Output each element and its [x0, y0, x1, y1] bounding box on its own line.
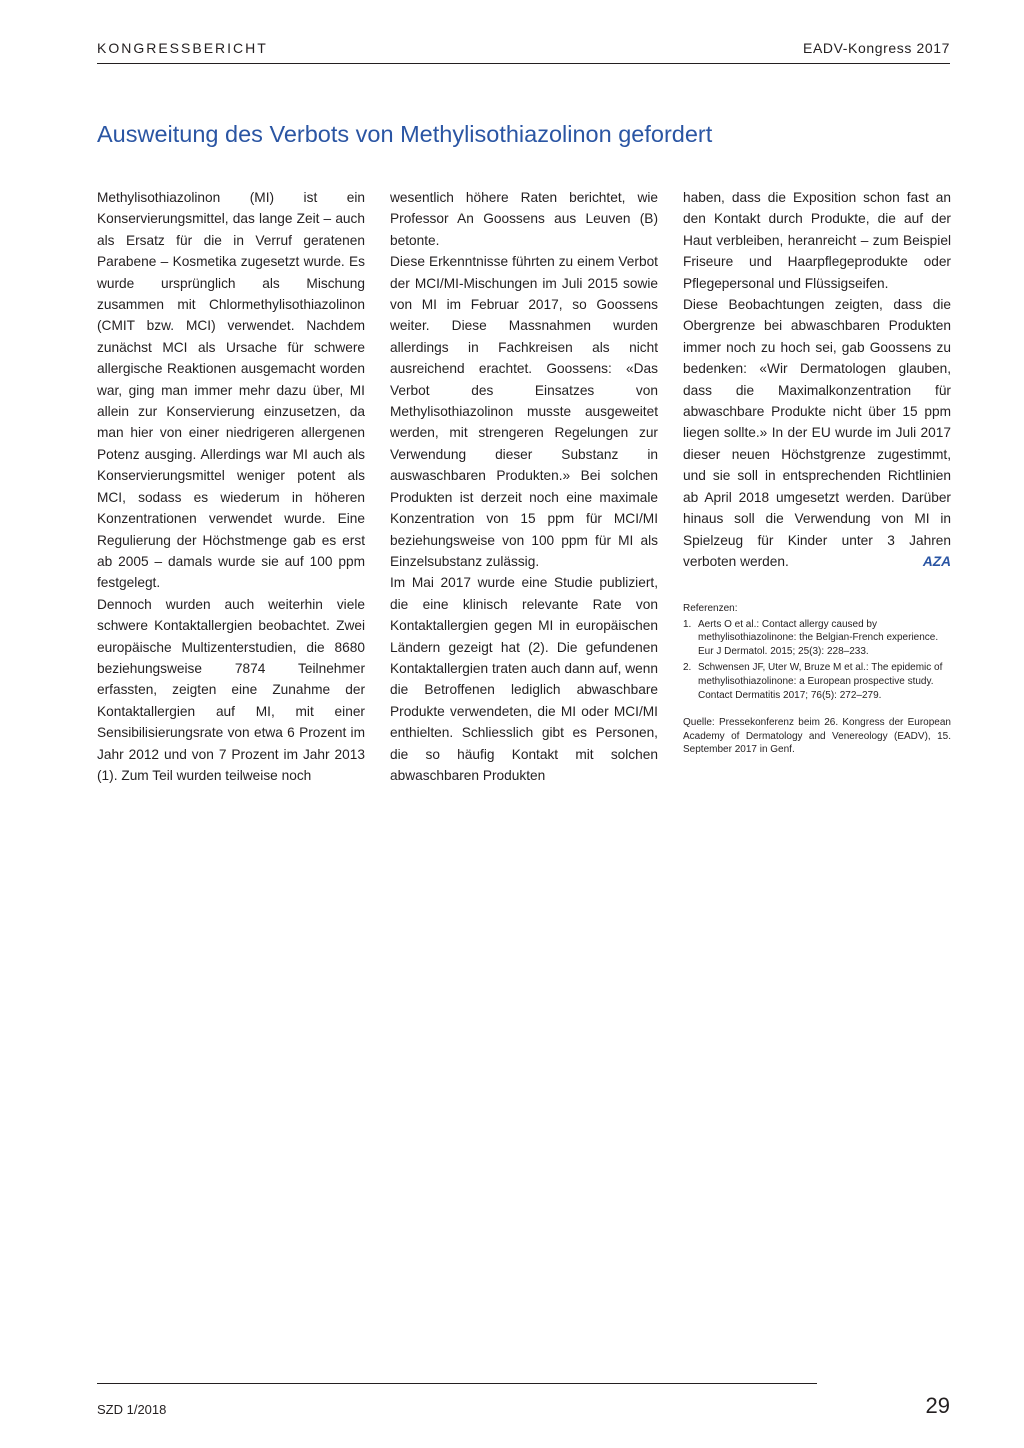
article-paragraph: Im Mai 2017 wurde eine Studie publiziert, die eine klinisch relevante Rate von Kontaktallergien gegen MI in europäischen Ländern gezeigt hat (2). Die gefundenen Kontaktallergien traten auch dann auf, wenn die Betroffenen lediglich abwaschbare Produkte verwendeten, die MI oder MCI/MI enthielten. Schliesslich gibt es Personen, die so häufig Kontakt mit solchen abwaschbaren Produkten	[390, 575, 658, 783]
source-note: Quelle: Pressekonferenz beim 26. Kongress der European Academy of Dermatology and Venereology (EADV), 15. September 2017 in Genf.	[683, 717, 951, 756]
reference-item	[683, 618, 951, 659]
footer-issue-label: SZD 1/2018	[97, 1402, 167, 1417]
author-signature: AZA	[922, 553, 951, 569]
article-paragraph-text: Diese Beobachtungen zeigten, dass die Obergrenze bei abwaschbaren Produkten immer noch zu hoch sei, gab Goossens zu bedenken: «Wir Dermatologen glauben, dass die Maximalkonzentration für abwaschbare Produkte nicht über 15 ppm liegen sollte.» In der EU wurde im Juli 2017 dieser neuen Höchstgrenze zugestimmt, und sie soll in entsprechenden Richtlinien ab April 2018 umgesetzt werden. Darüber hinaus soll die Verwendung von MI in Spielzeug für Kinder unter 3 Jahren verboten werden.	[683, 297, 951, 569]
references-block	[683, 602, 951, 767]
article-paragraph: Dennoch wurden auch weiterhin viele schwere Kontaktallergien beobachtet. Zwei europäische Multizenterstudien, die 8680 beziehungsweise 7874 Teilnehmer erfassten, zeigten eine Zunahme der Kontaktallergien auf MI, mit einer Sensibilisierungsrate von etwa 6 Prozent im Jahr 2012 und von 7 Prozent im Jahr 2013 (1). Zum Teil wurden teilweise noch	[97, 596, 365, 783]
references-heading: Referenzen:	[683, 603, 738, 614]
article-paragraph: Diese Erkenntnisse führten zu einem Verbot der MCI/MI-Mischungen im Juli 2015 sowie von MI im Februar 2017, so Goossens weiter. Diese Massnahmen wurden allerdings in Fachkreisen als nicht ausreichend erachtet. Goossens: «Das Verbot des Einsatzes von Methylisothiazolinon musste ausgeweitet werden, mit strengeren Regelungen zur Verwendung dieser Substanz in auswaschbaren Produkten.» Bei solchen Produkten ist derzeit noch eine maximale Konzentration von 15 ppm für MCI/MI beziehungsweise von 100 ppm für MI als Einzelsubstanz zulässig.	[390, 254, 658, 569]
reference-number: 2.	[683, 662, 692, 674]
footer-rule	[97, 1383, 817, 1384]
reference-text: Aerts O et al.: Contact allergy caused by methylisothiazolinone: the Belgian-French experience. Eur J Dermatol. 2015; 25(3): 228–233.	[698, 618, 939, 657]
reference-list	[683, 618, 951, 703]
page-number: 29	[925, 1393, 950, 1418]
article-column-2	[390, 187, 658, 786]
header-rule	[97, 63, 950, 64]
reference-text: Schwensen JF, Uter W, Bruze M et al.: The epidemic of methylisothiazolinone: a European prospective study. Contact Dermatitis 2017; 76(5): 272–279.	[698, 662, 943, 701]
article-column-1	[97, 187, 365, 786]
article-paragraph: wesentlich höhere Raten berichtet, wie Professor An Goossens aus Leuven (B) betonte.	[390, 190, 658, 248]
header-section-label: KONGRESSBERICHT	[97, 40, 268, 56]
reference-item	[683, 661, 951, 702]
article-paragraph-final	[683, 294, 951, 572]
article-column-3	[683, 187, 951, 572]
article-paragraph: Methylisothiazolinon (MI) ist ein Konservierungsmittel, das lange Zeit – auch als Ersatz für die in Verruf geratenen Parabene – Kosmetika zugesetzt wurde. Es wurde ursprünglich als Mischung zusammen mit Chlormethylisothiazolinon (CMIT bzw. MCI) verwendet. Nachdem zunächst MCI als Ursache für schwere allergische Reaktionen ausgemacht worden war, ging man immer mehr dazu über, MI allein zur Konservierung einzusetzen, da man hier von einer niedrigeren allergenen Potenz ausging. Allerdings war MI auch als Konservierungsmittel weniger potent als MCI, sodass es wiederum in höheren Konzentrationen verwendet wurde. Eine Regulierung der Höchstmenge gab es erst ab 2005 – damals wurde sie auf 100 ppm festgelegt.	[97, 190, 365, 591]
header-event-label: EADV-Kongress 2017	[803, 40, 950, 56]
article-title: Ausweitung des Verbots von Methylisothiazolinon gefordert	[97, 121, 713, 147]
reference-number: 1.	[683, 618, 692, 630]
article-paragraph: haben, dass die Exposition schon fast an den Kontakt durch Produkte, die auf der Haut verbleiben, heranreicht – zum Beispiel Friseure und Haarpflegeprodukte oder Pflegepersonal und Flüssigseifen.	[683, 190, 951, 291]
